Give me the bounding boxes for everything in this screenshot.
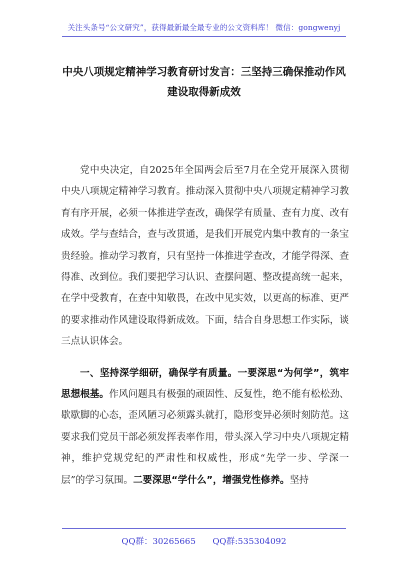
header-banner: 关注头条号“公文研究”，获得最新最全最专业的公文资料库！ 微信：gongwenyj [67,23,341,32]
footer-qq-1: QQ群：30265665 [121,537,196,547]
footer-contacts [0,535,408,547]
document-body [61,160,349,491]
section-1-paragraph [61,363,349,491]
footer-qq-2: QQ群:535304092 [212,537,287,547]
section-1-text-a: 作风问题具有极强的顽固性、反复性，绝不能有松松劲、歇歇脚的心态，歪风陋习必须露头就打，隐形变异必须时刻防范。这要求我们党员干部必须发挥表率作用，带头深入学习中央八项规定精神，维护党规党纪的严肃性和权威性，形成“先学一步、学深一层”的学习氛围。 [61,389,350,486]
section-1-heading: 一、坚持深学细研，确保学有质量。一要深思“为何学”，筑牢思想根基。 [61,367,349,401]
intro-paragraph: 党中央决定，自2025年全国两会后至7月在全党开展深入贯彻中央八项规定精神学习教育。推动深入贯彻中央八项规定精神学习教育有序开展，必须一体推进学查改，确保学有质量、查有力度、改有成效。学与查结合，查与改贯通，是我们开展党内集中教育的一条宝贵经验。推动学习教育，只有坚持一体推进学查改，才能学得深、查得准、改到位。我们要把学习认识、查摆问题、整改提高统一起来，在学中受教育，在查中知敬畏，在改中见实效，以更高的标准、更严的要求推动作风建设取得新成效。下面，结合自身思想工作实际，谈三点认识体会。 [61,165,349,348]
footer-divider [62,528,346,529]
document-title: 中央八项规定精神学习教育研讨发言：三坚持三确保推动作风建设取得新成效 [62,66,346,98]
section-1-subheading: 二要深思“学什么”，增强党性修养。 [133,474,290,486]
header-divider [62,36,346,37]
section-1-text-b: 坚持 [289,474,309,486]
